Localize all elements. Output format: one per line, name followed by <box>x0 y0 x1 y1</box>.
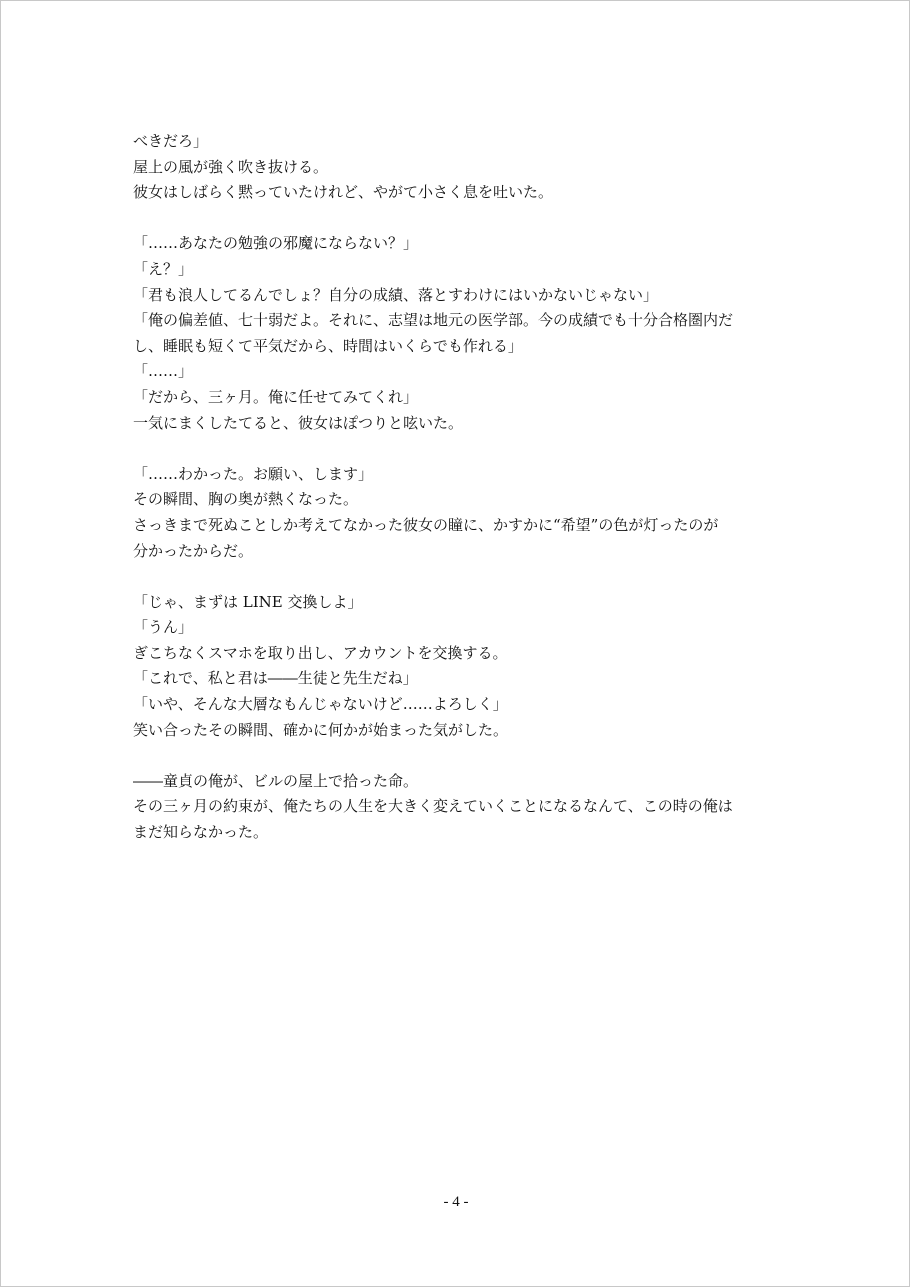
text-line: その三ヶ月の約束が、俺たちの人生を大きく変えていくことになるなんて、この時の俺は <box>133 797 733 816</box>
text-line: 屋上の風が強く吹き抜ける。 <box>133 157 329 176</box>
text-line: べきだろ」 <box>133 132 209 150</box>
text-line: さっきまで死ぬことしか考えてなかった彼女の瞳に、かすかに“希望”の色が灯ったのが <box>133 515 719 534</box>
body-text <box>133 129 793 846</box>
text-line: 「いや、そんな大層なもんじゃないけど……よろしく」 <box>133 695 508 714</box>
blank-line <box>133 743 793 769</box>
text-line: 「これで、私と君は――生徒と先生だね」 <box>133 669 418 688</box>
text-line: その瞬間、胸の奥が熱くなった。 <box>133 490 359 509</box>
blank-line <box>133 564 793 590</box>
text-line: 「……」 <box>133 362 194 381</box>
text-line: ぎこちなくスマホを取り出し、アカウントを交換する。 <box>133 643 508 662</box>
text-line: 「じゃ、まずは LINE 交換しよ」 <box>133 592 363 611</box>
text-line: 「……わかった。お願い、します」 <box>133 464 374 483</box>
text-line: 笑い合ったその瞬間、確かに何かが始まった気がした。 <box>133 720 509 739</box>
text-line: まだ知らなかった。 <box>133 823 269 842</box>
text-line: 一気にまくしたてると、彼女はぽつりと呟いた。 <box>133 413 464 432</box>
text-line: し、睡眠も短くて平気だから、時間はいくらでも作れる」 <box>133 336 523 355</box>
text-line: 彼女はしばらく黙っていたけれど、やがて小さく息を吐いた。 <box>133 183 554 202</box>
text-line: 分かったからだ。 <box>133 541 254 560</box>
text-line: 「だから、三ヶ月。俺に任せてみてくれ」 <box>133 387 419 406</box>
text-line: ――童貞の俺が、ビルの屋上で拾った命。 <box>133 771 419 790</box>
text-line: 「君も浪人してるんでしょ？自分の成績、落とすわけにはいかないじゃない」 <box>133 285 659 304</box>
page-number: - 4 - <box>443 1194 469 1210</box>
blank-line <box>133 206 793 232</box>
text-line: 「え？」 <box>133 259 194 278</box>
blank-line <box>133 436 793 462</box>
text-line: 「俺の偏差値、七十弱だよ。それに、志望は地元の医学部。今の成績でも十分合格圏内だ <box>133 311 734 330</box>
text-line: 「うん」 <box>133 618 194 637</box>
text-line: 「……あなたの勉強の邪魔にならない？」 <box>133 234 419 253</box>
